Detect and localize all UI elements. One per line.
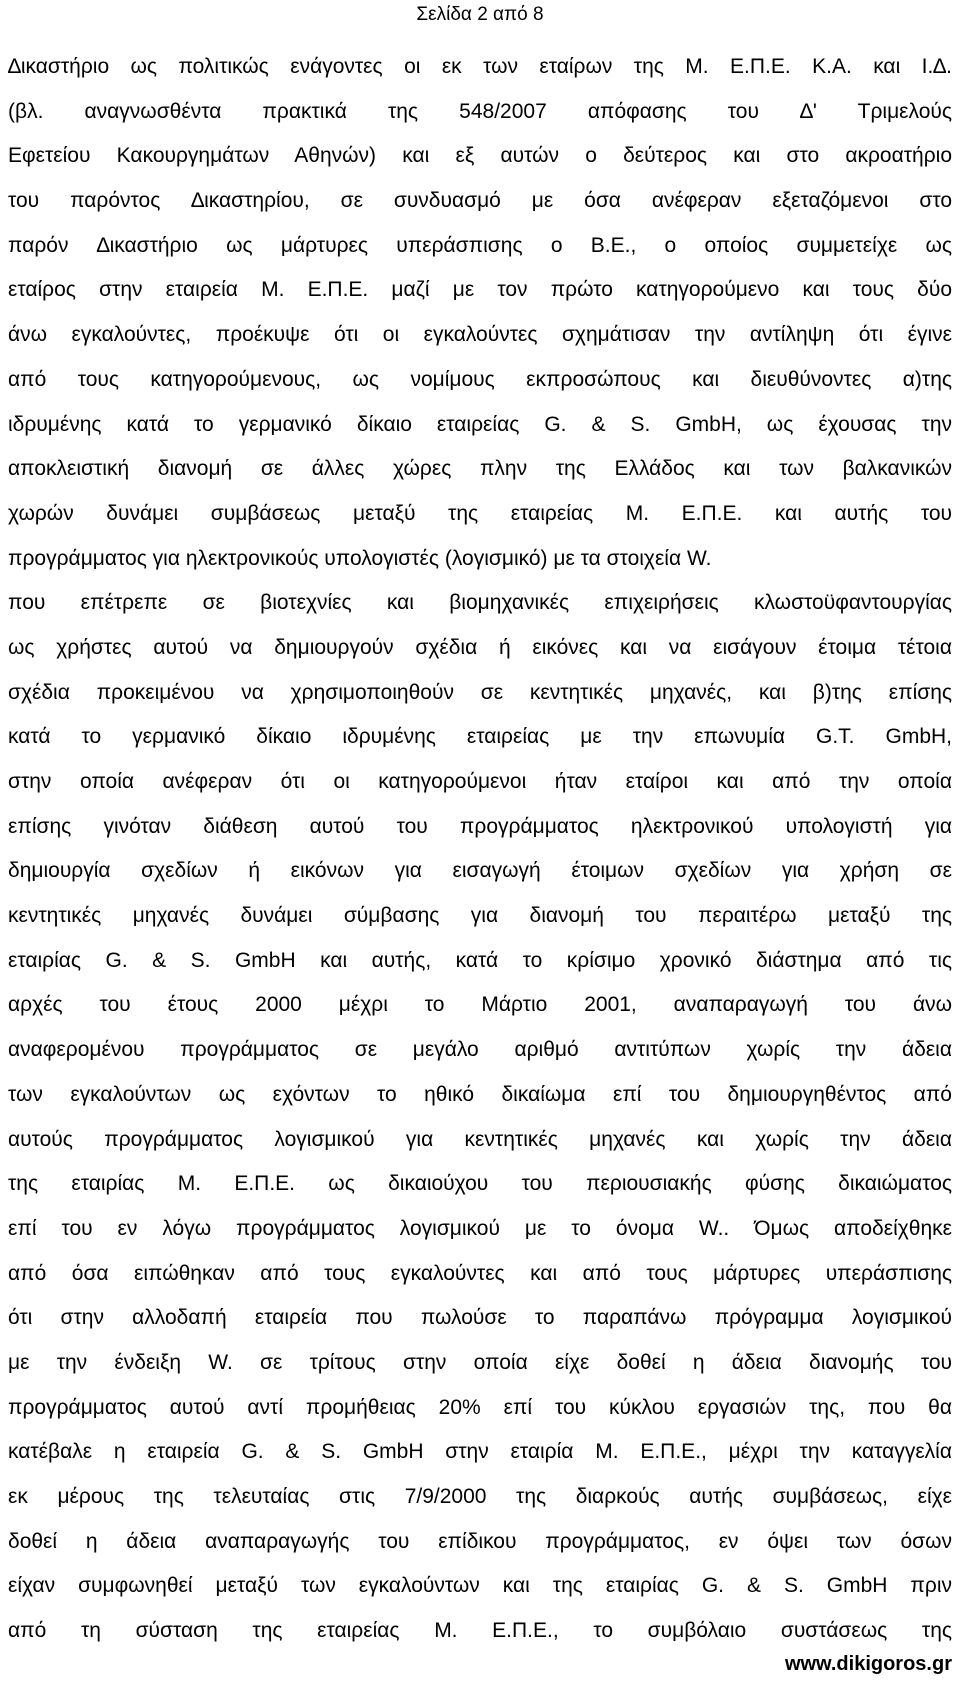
text-line: αναφερομένου προγράμματος σε μεγάλο αριθμό αντιτύπων χωρίς την άδεια: [8, 1038, 952, 1062]
text-line: επίσης γινόταν διάθεση αυτού του προγράμματος ηλεκτρονικού υπολογιστή για: [8, 814, 952, 838]
text-line: από τους κατηγορούμενους, ως νομίμους εκπροσώπους και διευθύνοντες α)της: [8, 367, 952, 391]
text-line: προγράμματος αυτού αντί προμήθειας 20% επί του κύκλου εργασιών της, που θα: [8, 1395, 952, 1419]
page-number-header: Σελίδα 2 από 8: [416, 4, 544, 25]
text-line: ιδρυμένης κατά το γερμανικό δίκαιο εταιρείας G. & S. GmbH, ως έχουσας την: [8, 412, 952, 436]
text-line: εταίρος στην εταιρεία Μ. Ε.Π.Ε. μαζί με τον πρώτο κατηγορούμενο και τους δύο: [8, 278, 952, 302]
text-line: παρόν ∆ικαστήριο ως μάρτυρες υπεράσπισης ο Β.Ε., ο οποίος συμμετείχε ως: [8, 233, 952, 257]
text-line: είχαν συμφωνηθεί μεταξύ των εγκαλούντων και της εταιρίας G. & S. GmbH πριν: [8, 1574, 952, 1598]
text-line: στην οποία ανέφεραν ότι οι κατηγορούμενοι ήταν εταίροι και από την οποία: [8, 770, 952, 793]
text-line: Εφετείου Κακουργημάτων Αθηνών) και εξ αυτών ο δεύτερος και στο ακροατήριο: [8, 144, 952, 168]
text-line: με την ένδειξη W. σε τρίτους στην οποία είχε δοθεί η άδεια διανομής του: [8, 1350, 952, 1374]
text-line: επί του εν λόγω προγράμματος λογισμικού με το όνομα W.. Όμως αποδείχθηκε: [8, 1216, 952, 1240]
text-line: ∆ικαστήριο ως πολιτικώς ενάγοντες οι εκ των εταίρων της Μ. Ε.Π.Ε. Κ.Α. και Ι.∆.: [8, 55, 952, 78]
text-line: από όσα ειπώθηκαν από τους εγκαλούντες και από τους μάρτυρες υπεράσπισης: [8, 1261, 952, 1285]
text-line: των εγκαλούντων ως εχόντων το ηθικό δικαίωμα επί του δημιουργηθέντος από: [8, 1082, 952, 1106]
text-line: από τη σύσταση της εταιρείας Μ. Ε.Π.Ε., το συμβόλαιο συστάσεως της: [8, 1619, 952, 1643]
text-line: του παρόντος ∆ικαστηρίου, σε συνδυασμό με όσα ανέφεραν εξεταζόμενοι στο: [8, 189, 952, 213]
text-line: αποκλειστική διανομή σε άλλες χώρες πλην της Ελλάδος και των βαλκανικών: [8, 457, 952, 481]
text-line: (βλ. αναγνωσθέντα πρακτικά της 548/2007 απόφασης του ∆' Τριμελούς: [8, 99, 952, 123]
text-line: αυτούς προγράμματος λογισμικού για κεντητικές μηχανές και χωρίς την άδεια: [8, 1127, 952, 1151]
text-line: κατέβαλε η εταιρεία G. & S. GmbH στην εταιρία Μ. Ε.Π.Ε., μέχρι την καταγγελία: [8, 1440, 952, 1464]
website-footer: www.dikigoros.gr: [784, 1653, 952, 1675]
text-line: δημιουργία σχεδίων ή εικόνων για εισαγωγή έτοιμων σχεδίων για χρήση σε: [8, 859, 952, 883]
text-line: σχέδια προκειμένου να χρησιμοποιηθούν σε κεντητικές μηχανές, και β)της επίσης: [8, 680, 952, 704]
text-line: δοθεί η άδεια αναπαραγωγής του επίδικου προγράμματος, εν όψει των όσων: [8, 1529, 952, 1553]
text-line: χωρών δυνάμει συμβάσεως μεταξύ της εταιρείας Μ. Ε.Π.Ε. και αυτής του: [8, 501, 952, 525]
text-line: ως χρήστες αυτού να δημιουργούν σχέδια ή εικόνες και να εισάγουν έτοιμα τέτοια: [8, 635, 952, 659]
text-line: άνω εγκαλούντες, προέκυψε ότι οι εγκαλούντες σχημάτισαν την αντίληψη ότι έγινε: [8, 323, 952, 347]
text-line: εταιρίας G. & S. GmbH και αυτής, κατά το κρίσιμο χρονικό διάστημα από τις: [8, 948, 952, 972]
text-line: της εταιρίας Μ. Ε.Π.Ε. ως δικαιούχου του περιουσιακής φύσης δικαιώματος: [8, 1172, 952, 1196]
text-line: αρχές του έτους 2000 μέχρι το Μάρτιο 2001, αναπαραγωγή του άνω: [8, 993, 952, 1017]
text-line: ότι στην αλλοδαπή εταιρεία που πωλούσε το παραπάνω πρόγραμμα λογισμικού: [8, 1306, 952, 1330]
text-line: που επέτρεπε σε βιοτεχνίες και βιομηχανικές επιχειρήσεις κλωστοϋφαντουργίας: [8, 591, 952, 615]
text-line: εκ μέρους της τελευταίας στις 7/9/2000 της διαρκούς αυτής συμβάσεως, είχε: [8, 1485, 952, 1508]
text-line: κεντητικές μηχανές δυνάμει σύμβασης για διανομή του περαιτέρω μεταξύ της: [8, 904, 952, 928]
text-line: προγράμματος για ηλεκτρονικούς υπολογιστές (λογισμικό) με τα στοιχεία W.: [8, 546, 712, 570]
text-line: κατά το γερμανικό δίκαιο ιδρυμένης εταιρείας με την επωνυμία G.T. GmbH,: [8, 725, 952, 749]
document-body: [8, 52, 952, 1661]
